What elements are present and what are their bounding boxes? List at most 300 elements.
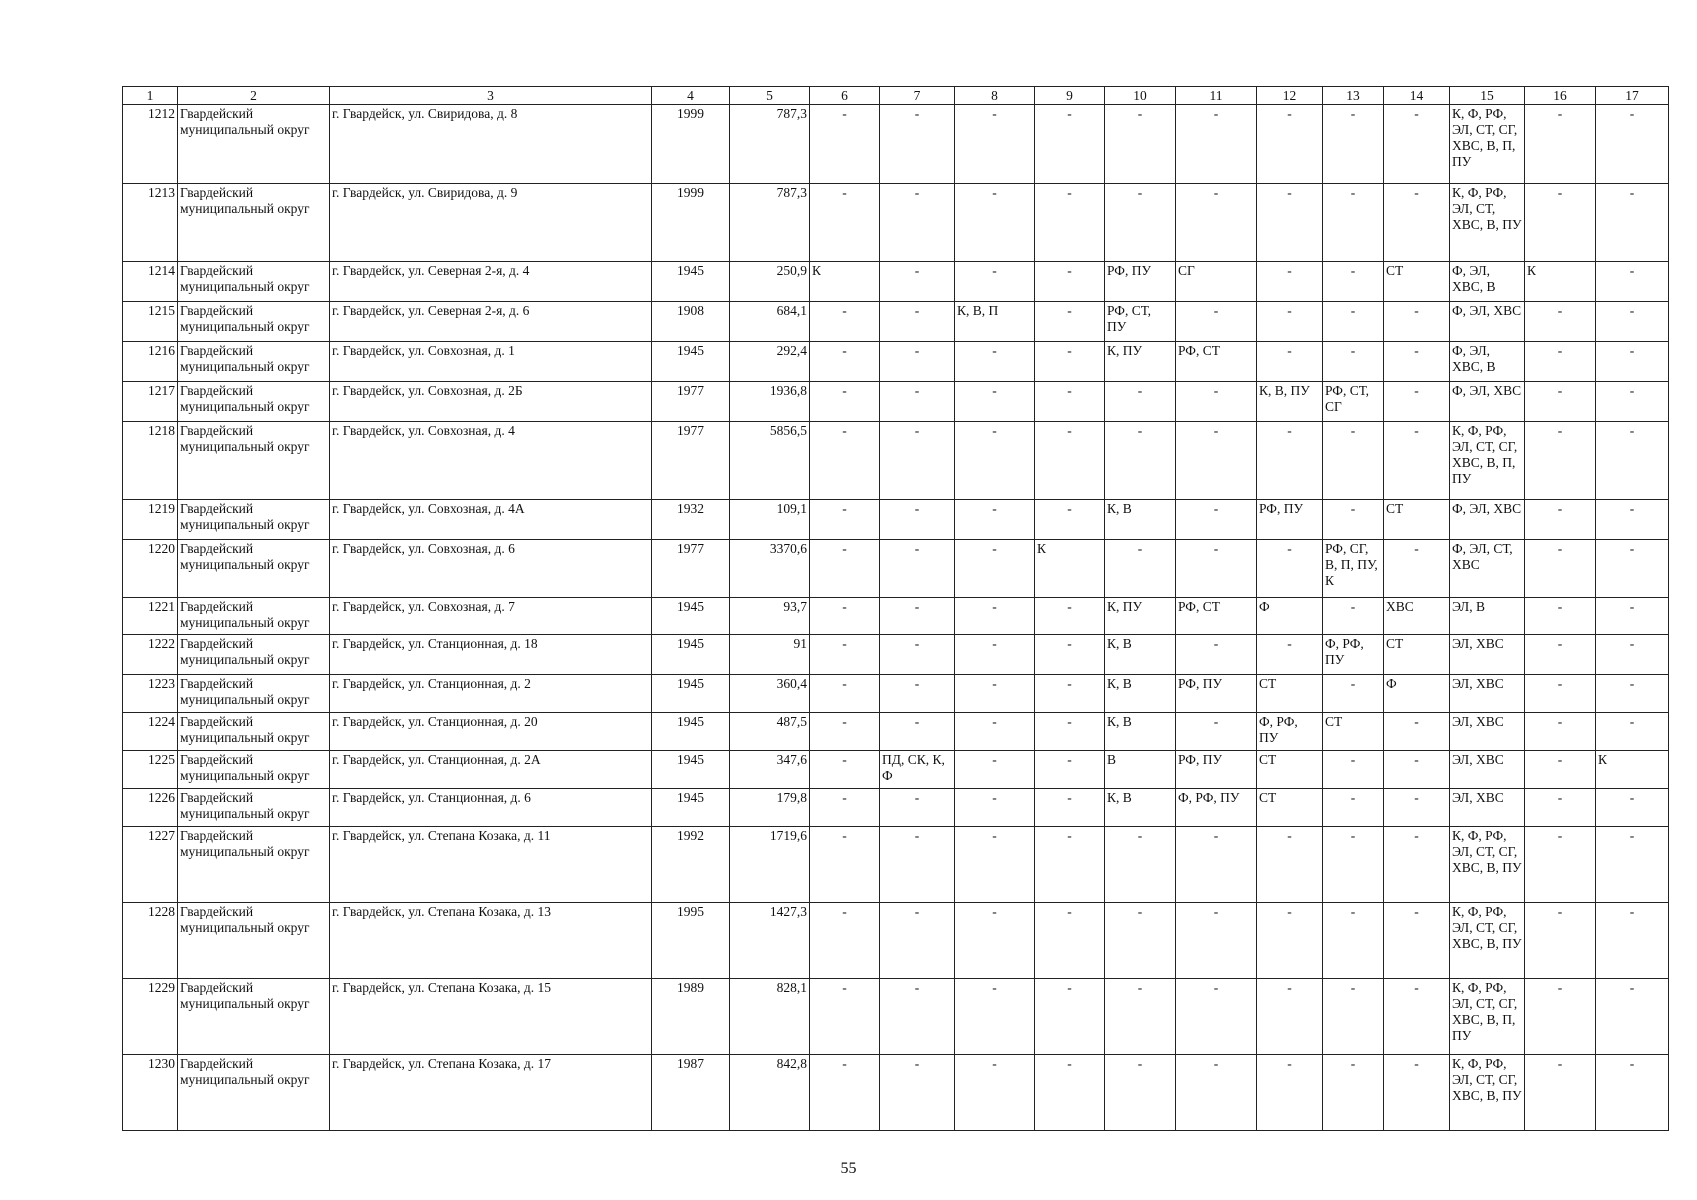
col-17-cell: -	[1596, 422, 1669, 500]
area-cell: 1427,3	[730, 903, 810, 979]
area-cell: 93,7	[730, 598, 810, 635]
area-cell: 828,1	[730, 979, 810, 1055]
table-row	[123, 262, 1669, 302]
col-14-cell: -	[1384, 382, 1450, 422]
col-14-cell: СТ	[1384, 500, 1450, 540]
year-built-cell: 1945	[652, 598, 730, 635]
col-11-cell: Ф, РФ, ПУ	[1176, 789, 1257, 827]
col-6-cell: -	[810, 751, 880, 789]
col-15-cell: К, Ф, РФ, ЭЛ, СТ, ХВС, В, ПУ	[1450, 184, 1525, 262]
col-6-cell: -	[810, 635, 880, 675]
col-10-cell: -	[1105, 1055, 1176, 1131]
municipality-cell: Гвардейский муниципальный округ	[178, 105, 330, 184]
col-8-cell: -	[955, 184, 1035, 262]
col-12-cell: -	[1257, 184, 1323, 262]
col-12-cell: -	[1257, 979, 1323, 1055]
address-cell: г. Гвардейск, ул. Степана Козака, д. 15	[330, 979, 652, 1055]
area-cell: 250,9	[730, 262, 810, 302]
address-cell: г. Гвардейск, ул. Совхозная, д. 4	[330, 422, 652, 500]
municipality-cell: Гвардейский муниципальный округ	[178, 184, 330, 262]
col-8-cell: -	[955, 105, 1035, 184]
row-number-cell: 1230	[123, 1055, 178, 1131]
municipality-cell: Гвардейский муниципальный округ	[178, 422, 330, 500]
col-9-cell: -	[1035, 422, 1105, 500]
col-6-cell: -	[810, 789, 880, 827]
column-header: 13	[1323, 87, 1384, 105]
row-number-cell: 1228	[123, 903, 178, 979]
area-cell: 5856,5	[730, 422, 810, 500]
column-header: 9	[1035, 87, 1105, 105]
col-16-cell: -	[1525, 598, 1596, 635]
col-10-cell: -	[1105, 979, 1176, 1055]
col-15-cell: Ф, ЭЛ, СТ, ХВС	[1450, 540, 1525, 598]
col-10-cell: К, В	[1105, 675, 1176, 713]
col-12-cell: -	[1257, 635, 1323, 675]
col-6-cell: -	[810, 903, 880, 979]
col-9-cell: -	[1035, 105, 1105, 184]
address-cell: г. Гвардейск, ул. Станционная, д. 6	[330, 789, 652, 827]
row-number-cell: 1214	[123, 262, 178, 302]
col-9-cell: -	[1035, 979, 1105, 1055]
col-16-cell: -	[1525, 789, 1596, 827]
col-17-cell: -	[1596, 184, 1669, 262]
col-12-cell: СТ	[1257, 789, 1323, 827]
col-13-cell: -	[1323, 1055, 1384, 1131]
col-11-cell: -	[1176, 827, 1257, 903]
col-17-cell: -	[1596, 979, 1669, 1055]
area-cell: 1719,6	[730, 827, 810, 903]
column-header: 15	[1450, 87, 1525, 105]
col-14-cell: Ф	[1384, 675, 1450, 713]
col-10-cell: К, В	[1105, 635, 1176, 675]
col-14-cell: СТ	[1384, 262, 1450, 302]
col-12-cell: -	[1257, 302, 1323, 342]
year-built-cell: 1977	[652, 540, 730, 598]
col-7-cell: -	[880, 789, 955, 827]
col-10-cell: -	[1105, 382, 1176, 422]
col-11-cell: -	[1176, 105, 1257, 184]
col-11-cell: РФ, ПУ	[1176, 675, 1257, 713]
col-13-cell: РФ, СГ, В, П, ПУ, К	[1323, 540, 1384, 598]
year-built-cell: 1999	[652, 184, 730, 262]
area-cell: 487,5	[730, 713, 810, 751]
col-15-cell: ЭЛ, ХВС	[1450, 675, 1525, 713]
col-9-cell: -	[1035, 903, 1105, 979]
col-16-cell: -	[1525, 979, 1596, 1055]
col-12-cell: К, В, ПУ	[1257, 382, 1323, 422]
col-6-cell: -	[810, 827, 880, 903]
col-14-cell: -	[1384, 713, 1450, 751]
year-built-cell: 1945	[652, 675, 730, 713]
col-6-cell: -	[810, 979, 880, 1055]
col-8-cell: -	[955, 598, 1035, 635]
municipality-cell: Гвардейский муниципальный округ	[178, 827, 330, 903]
table-row	[123, 342, 1669, 382]
column-header: 17	[1596, 87, 1669, 105]
col-10-cell: В	[1105, 751, 1176, 789]
col-12-cell: -	[1257, 903, 1323, 979]
col-9-cell: -	[1035, 598, 1105, 635]
column-header: 11	[1176, 87, 1257, 105]
col-6-cell: -	[810, 675, 880, 713]
area-cell: 292,4	[730, 342, 810, 382]
col-17-cell: -	[1596, 500, 1669, 540]
col-15-cell: К, Ф, РФ, ЭЛ, СТ, СГ, ХВС, В, П, ПУ	[1450, 979, 1525, 1055]
row-number-cell: 1220	[123, 540, 178, 598]
col-12-cell: Ф, РФ, ПУ	[1257, 713, 1323, 751]
municipality-cell: Гвардейский муниципальный округ	[178, 713, 330, 751]
table-row	[123, 635, 1669, 675]
column-header: 10	[1105, 87, 1176, 105]
table-row	[123, 184, 1669, 262]
col-17-cell: -	[1596, 262, 1669, 302]
col-10-cell: К, ПУ	[1105, 342, 1176, 382]
col-11-cell: -	[1176, 635, 1257, 675]
col-10-cell: РФ, СТ, ПУ	[1105, 302, 1176, 342]
col-14-cell: -	[1384, 302, 1450, 342]
col-7-cell: -	[880, 382, 955, 422]
col-16-cell: -	[1525, 751, 1596, 789]
col-10-cell: -	[1105, 184, 1176, 262]
col-11-cell: -	[1176, 382, 1257, 422]
address-cell: г. Гвардейск, ул. Степана Козака, д. 13	[330, 903, 652, 979]
col-7-cell: ПД, СК, К, Ф	[880, 751, 955, 789]
column-header: 16	[1525, 87, 1596, 105]
col-10-cell: -	[1105, 105, 1176, 184]
col-7-cell: -	[880, 979, 955, 1055]
col-17-cell: -	[1596, 1055, 1669, 1131]
col-10-cell: -	[1105, 903, 1176, 979]
address-cell: г. Гвардейск, ул. Свиридова, д. 9	[330, 184, 652, 262]
col-13-cell: -	[1323, 598, 1384, 635]
col-13-cell: -	[1323, 500, 1384, 540]
col-17-cell: -	[1596, 713, 1669, 751]
col-17-cell: -	[1596, 903, 1669, 979]
year-built-cell: 1945	[652, 789, 730, 827]
col-10-cell: -	[1105, 540, 1176, 598]
col-16-cell: -	[1525, 302, 1596, 342]
col-13-cell: -	[1323, 903, 1384, 979]
col-9-cell: -	[1035, 1055, 1105, 1131]
year-built-cell: 1999	[652, 105, 730, 184]
municipality-cell: Гвардейский муниципальный округ	[178, 598, 330, 635]
col-13-cell: -	[1323, 342, 1384, 382]
col-11-cell: -	[1176, 302, 1257, 342]
municipality-cell: Гвардейский муниципальный округ	[178, 540, 330, 598]
address-cell: г. Гвардейск, ул. Совхозная, д. 6	[330, 540, 652, 598]
col-8-cell: -	[955, 540, 1035, 598]
area-cell: 3370,6	[730, 540, 810, 598]
col-16-cell: -	[1525, 675, 1596, 713]
header-row	[123, 87, 1669, 105]
col-15-cell: К, Ф, РФ, ЭЛ, СТ, СГ, ХВС, В, П, ПУ	[1450, 422, 1525, 500]
table-row	[123, 903, 1669, 979]
table-row	[123, 302, 1669, 342]
address-cell: г. Гвардейск, ул. Совхозная, д. 1	[330, 342, 652, 382]
page-number: 55	[840, 1160, 857, 1177]
col-14-cell: СТ	[1384, 635, 1450, 675]
col-8-cell: -	[955, 1055, 1035, 1131]
col-8-cell: -	[955, 635, 1035, 675]
col-13-cell: -	[1323, 827, 1384, 903]
col-12-cell: -	[1257, 262, 1323, 302]
year-built-cell: 1908	[652, 302, 730, 342]
col-15-cell: Ф, ЭЛ, ХВС	[1450, 302, 1525, 342]
col-7-cell: -	[880, 540, 955, 598]
col-13-cell: -	[1323, 262, 1384, 302]
table-row	[123, 979, 1669, 1055]
col-8-cell: -	[955, 903, 1035, 979]
area-cell: 787,3	[730, 184, 810, 262]
col-9-cell: -	[1035, 635, 1105, 675]
year-built-cell: 1945	[652, 635, 730, 675]
col-6-cell: -	[810, 382, 880, 422]
col-11-cell: РФ, ПУ	[1176, 751, 1257, 789]
col-10-cell: К, ПУ	[1105, 598, 1176, 635]
col-15-cell: Ф, ЭЛ, ХВС	[1450, 500, 1525, 540]
col-11-cell: -	[1176, 422, 1257, 500]
col-11-cell: СГ	[1176, 262, 1257, 302]
municipality-cell: Гвардейский муниципальный округ	[178, 262, 330, 302]
col-12-cell: -	[1257, 827, 1323, 903]
column-header: 4	[652, 87, 730, 105]
area-cell: 347,6	[730, 751, 810, 789]
col-16-cell: -	[1525, 382, 1596, 422]
col-13-cell: -	[1323, 105, 1384, 184]
col-17-cell: -	[1596, 635, 1669, 675]
col-16-cell: -	[1525, 827, 1596, 903]
col-15-cell: К, Ф, РФ, ЭЛ, СТ, СГ, ХВС, В, ПУ	[1450, 827, 1525, 903]
row-number-cell: 1215	[123, 302, 178, 342]
column-header: 7	[880, 87, 955, 105]
col-7-cell: -	[880, 598, 955, 635]
row-number-cell: 1227	[123, 827, 178, 903]
col-13-cell: -	[1323, 184, 1384, 262]
col-6-cell: -	[810, 184, 880, 262]
col-10-cell: РФ, ПУ	[1105, 262, 1176, 302]
row-number-cell: 1224	[123, 713, 178, 751]
col-7-cell: -	[880, 302, 955, 342]
column-header: 6	[810, 87, 880, 105]
col-7-cell: -	[880, 1055, 955, 1131]
col-13-cell: Ф, РФ, ПУ	[1323, 635, 1384, 675]
col-12-cell: -	[1257, 540, 1323, 598]
col-16-cell: -	[1525, 105, 1596, 184]
year-built-cell: 1992	[652, 827, 730, 903]
col-17-cell: -	[1596, 382, 1669, 422]
col-9-cell: -	[1035, 302, 1105, 342]
col-14-cell: -	[1384, 1055, 1450, 1131]
col-7-cell: -	[880, 422, 955, 500]
col-9-cell: -	[1035, 827, 1105, 903]
table-row	[123, 751, 1669, 789]
col-11-cell: РФ, СТ	[1176, 598, 1257, 635]
col-7-cell: -	[880, 184, 955, 262]
col-11-cell: -	[1176, 979, 1257, 1055]
col-9-cell: -	[1035, 342, 1105, 382]
col-6-cell: -	[810, 342, 880, 382]
col-7-cell: -	[880, 903, 955, 979]
table-row	[123, 382, 1669, 422]
address-cell: г. Гвардейск, ул. Станционная, д. 18	[330, 635, 652, 675]
col-15-cell: Ф, ЭЛ, ХВС, В	[1450, 262, 1525, 302]
col-11-cell: -	[1176, 184, 1257, 262]
col-17-cell: К	[1596, 751, 1669, 789]
row-number-cell: 1213	[123, 184, 178, 262]
col-12-cell: -	[1257, 1055, 1323, 1131]
row-number-cell: 1223	[123, 675, 178, 713]
column-header: 2	[178, 87, 330, 105]
col-15-cell: ЭЛ, ХВС	[1450, 713, 1525, 751]
col-17-cell: -	[1596, 598, 1669, 635]
col-7-cell: -	[880, 827, 955, 903]
col-7-cell: -	[880, 635, 955, 675]
address-cell: г. Гвардейск, ул. Северная 2-я, д. 6	[330, 302, 652, 342]
municipality-cell: Гвардейский муниципальный округ	[178, 751, 330, 789]
col-9-cell: -	[1035, 184, 1105, 262]
municipality-cell: Гвардейский муниципальный округ	[178, 903, 330, 979]
col-11-cell: -	[1176, 713, 1257, 751]
municipality-cell: Гвардейский муниципальный округ	[178, 500, 330, 540]
col-14-cell: -	[1384, 979, 1450, 1055]
address-cell: г. Гвардейск, ул. Совхозная, д. 7	[330, 598, 652, 635]
col-13-cell: -	[1323, 751, 1384, 789]
address-cell: г. Гвардейск, ул. Степана Козака, д. 11	[330, 827, 652, 903]
col-10-cell: К, В	[1105, 500, 1176, 540]
row-number-cell: 1217	[123, 382, 178, 422]
col-8-cell: -	[955, 979, 1035, 1055]
row-number-cell: 1225	[123, 751, 178, 789]
area-cell: 1936,8	[730, 382, 810, 422]
col-6-cell: -	[810, 105, 880, 184]
col-8-cell: -	[955, 827, 1035, 903]
col-16-cell: -	[1525, 1055, 1596, 1131]
col-6-cell: К	[810, 262, 880, 302]
col-17-cell: -	[1596, 675, 1669, 713]
col-9-cell: -	[1035, 500, 1105, 540]
col-17-cell: -	[1596, 789, 1669, 827]
column-header: 3	[330, 87, 652, 105]
col-16-cell: -	[1525, 713, 1596, 751]
col-9-cell: -	[1035, 382, 1105, 422]
address-cell: г. Гвардейск, ул. Станционная, д. 20	[330, 713, 652, 751]
col-14-cell: -	[1384, 105, 1450, 184]
col-12-cell: СТ	[1257, 751, 1323, 789]
municipality-cell: Гвардейский муниципальный округ	[178, 675, 330, 713]
row-number-cell: 1218	[123, 422, 178, 500]
area-cell: 684,1	[730, 302, 810, 342]
column-header: 5	[730, 87, 810, 105]
col-14-cell: -	[1384, 184, 1450, 262]
municipality-cell: Гвардейский муниципальный округ	[178, 382, 330, 422]
year-built-cell: 1989	[652, 979, 730, 1055]
column-header: 12	[1257, 87, 1323, 105]
col-6-cell: -	[810, 1055, 880, 1131]
col-8-cell: -	[955, 675, 1035, 713]
col-7-cell: -	[880, 342, 955, 382]
area-cell: 179,8	[730, 789, 810, 827]
year-built-cell: 1945	[652, 713, 730, 751]
table-row	[123, 500, 1669, 540]
table-row	[123, 827, 1669, 903]
col-6-cell: -	[810, 713, 880, 751]
col-16-cell: -	[1525, 422, 1596, 500]
col-12-cell: РФ, ПУ	[1257, 500, 1323, 540]
year-built-cell: 1995	[652, 903, 730, 979]
col-8-cell: -	[955, 500, 1035, 540]
col-14-cell: ХВС	[1384, 598, 1450, 635]
year-built-cell: 1945	[652, 751, 730, 789]
col-7-cell: -	[880, 262, 955, 302]
col-10-cell: К, В	[1105, 789, 1176, 827]
col-16-cell: -	[1525, 500, 1596, 540]
col-15-cell: ЭЛ, ХВС	[1450, 635, 1525, 675]
col-7-cell: -	[880, 105, 955, 184]
year-built-cell: 1987	[652, 1055, 730, 1131]
area-cell: 91	[730, 635, 810, 675]
address-cell: г. Гвардейск, ул. Станционная, д. 2	[330, 675, 652, 713]
municipality-cell: Гвардейский муниципальный округ	[178, 789, 330, 827]
column-header: 14	[1384, 87, 1450, 105]
col-12-cell: СТ	[1257, 675, 1323, 713]
area-cell: 360,4	[730, 675, 810, 713]
col-7-cell: -	[880, 713, 955, 751]
col-9-cell: К	[1035, 540, 1105, 598]
col-16-cell: -	[1525, 342, 1596, 382]
municipality-cell: Гвардейский муниципальный округ	[178, 342, 330, 382]
col-8-cell: -	[955, 262, 1035, 302]
col-13-cell: -	[1323, 675, 1384, 713]
col-15-cell: К, Ф, РФ, ЭЛ, СТ, СГ, ХВС, В, ПУ	[1450, 1055, 1525, 1131]
municipality-cell: Гвардейский муниципальный округ	[178, 1055, 330, 1131]
col-13-cell: РФ, СТ, СГ	[1323, 382, 1384, 422]
col-17-cell: -	[1596, 540, 1669, 598]
row-number-cell: 1221	[123, 598, 178, 635]
col-12-cell: -	[1257, 105, 1323, 184]
col-9-cell: -	[1035, 789, 1105, 827]
col-6-cell: -	[810, 598, 880, 635]
year-built-cell: 1977	[652, 422, 730, 500]
table-row	[123, 713, 1669, 751]
address-cell: г. Гвардейск, ул. Совхозная, д. 4А	[330, 500, 652, 540]
col-17-cell: -	[1596, 105, 1669, 184]
area-cell: 842,8	[730, 1055, 810, 1131]
year-built-cell: 1945	[652, 262, 730, 302]
col-14-cell: -	[1384, 903, 1450, 979]
col-9-cell: -	[1035, 751, 1105, 789]
row-number-cell: 1226	[123, 789, 178, 827]
col-10-cell: -	[1105, 422, 1176, 500]
table-row	[123, 1055, 1669, 1131]
col-10-cell: К, В	[1105, 713, 1176, 751]
table-row	[123, 598, 1669, 635]
col-15-cell: ЭЛ, В	[1450, 598, 1525, 635]
col-12-cell: Ф	[1257, 598, 1323, 635]
address-cell: г. Гвардейск, ул. Северная 2-я, д. 4	[330, 262, 652, 302]
col-16-cell: -	[1525, 540, 1596, 598]
col-11-cell: -	[1176, 540, 1257, 598]
municipality-cell: Гвардейский муниципальный округ	[178, 635, 330, 675]
row-number-cell: 1212	[123, 105, 178, 184]
col-6-cell: -	[810, 302, 880, 342]
col-14-cell: -	[1384, 789, 1450, 827]
row-number-cell: 1219	[123, 500, 178, 540]
col-13-cell: -	[1323, 302, 1384, 342]
col-6-cell: -	[810, 540, 880, 598]
col-6-cell: -	[810, 500, 880, 540]
col-13-cell: СТ	[1323, 713, 1384, 751]
col-16-cell: -	[1525, 903, 1596, 979]
